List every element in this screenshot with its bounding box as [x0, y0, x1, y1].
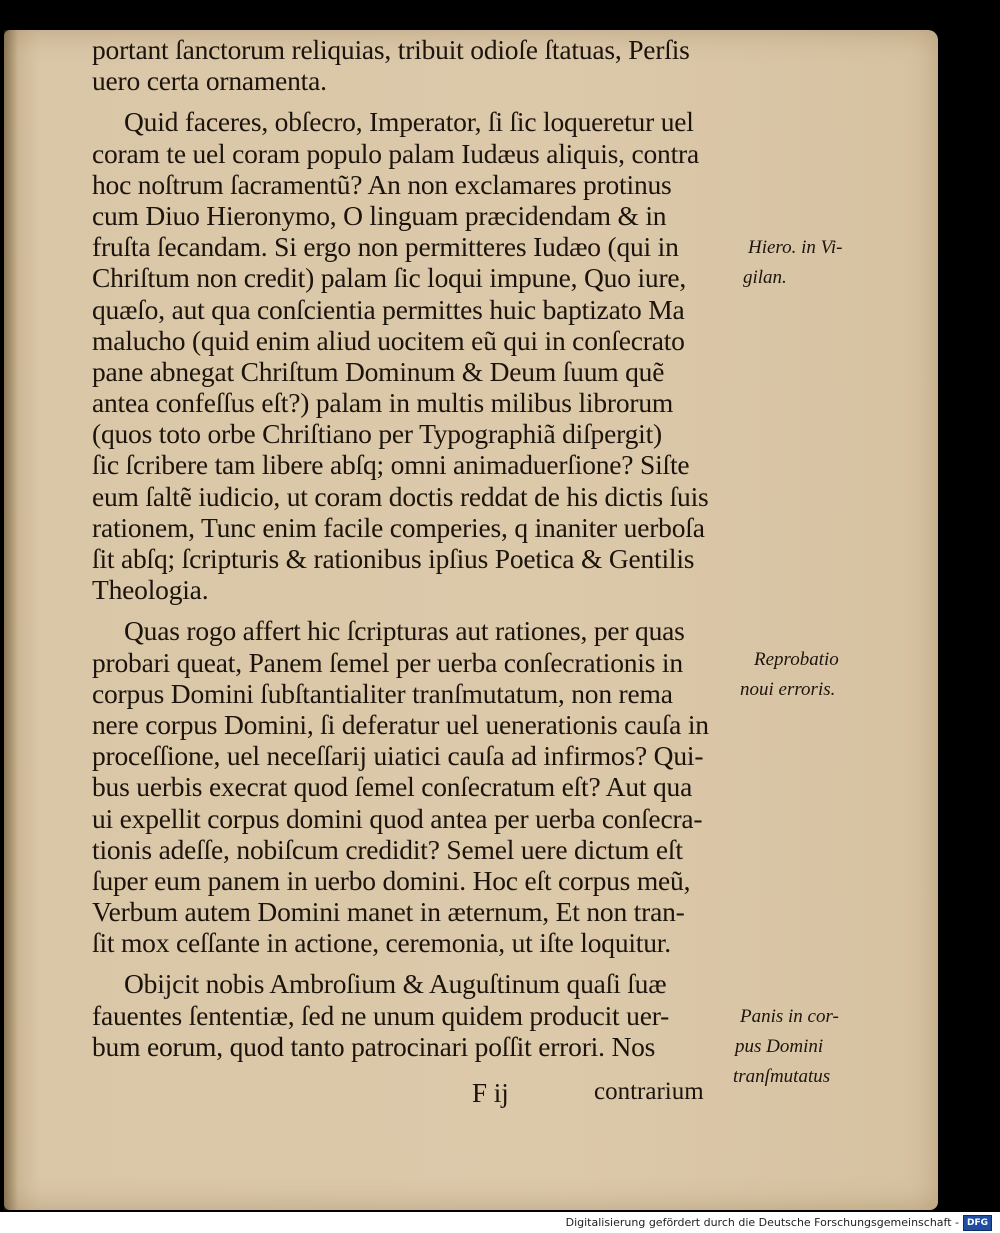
text-line: proceſſione, uel neceſſarij uiatici cauſa ad infirmos? Qui-	[92, 740, 704, 772]
marginal-note-line: noui erroris.	[740, 679, 836, 700]
marginal-note	[740, 678, 835, 702]
text-line: ſic ſcribere tam libere abſq; omni animaduerſione? Siſte	[92, 449, 690, 481]
text-line: quæſo, aut qua conſcientia permittes huic baptizato Ma	[92, 293, 685, 325]
text-line: tionis adeſſe, nobiſcum credidit? Semel uere dictum eſt	[92, 833, 683, 865]
text-line: pane abnegat Chriſtum Dominum & Deum ſuum quẽ	[92, 355, 665, 387]
text-line: hoc noſtrum ſacramentũ? An non exclamares protinus	[92, 168, 672, 200]
marginal-note-line: Hiero. in Vi-	[748, 237, 843, 258]
marginal-note	[754, 648, 839, 672]
body-text	[92, 34, 740, 1062]
text-line: ſuper eum panem in uerbo domini. Hoc eſt corpus meũ,	[92, 864, 691, 896]
text-line: antea confeſſus eſt?) palam in multis milibus librorum	[92, 387, 674, 419]
text-line: bum eorum, quod tanto patrocinari poſſit errori. Nos	[92, 1030, 656, 1062]
text-line: fauentes ſententiæ, ſed ne unum quidem producit uer-	[92, 999, 670, 1031]
marginal-note-line: Panis in cor-	[740, 1006, 839, 1027]
text-line: (quos toto orbe Chriſtiano per Typographiã diſpergit)	[92, 418, 662, 450]
text-line: uero certa ornamenta.	[92, 65, 327, 97]
text-line: Chriſtum non credit) palam ſic loqui impune, Quo iure,	[92, 262, 687, 294]
text-line: ſit abſq; ſcripturis & rationibus ipſius Poetica & Gentilis	[92, 543, 695, 574]
marginal-note	[733, 1065, 830, 1089]
marginal-note-line: gilan.	[743, 267, 787, 288]
text-line: portant ſanctorum reliquias, tribuit odioſe ſtatuas, Perſis	[92, 34, 690, 65]
marginal-note	[740, 1005, 839, 1029]
marginal-note	[743, 266, 787, 290]
marginal-note-line: Reprobatio	[754, 649, 839, 670]
footer-bar	[0, 1212, 1000, 1233]
marginal-note	[735, 1035, 823, 1059]
text-line: eum ſaltẽ iudicio, ut coram doctis reddat de his dictis ſuis	[92, 480, 709, 512]
gutter-shadow	[4, 30, 18, 1210]
text-line: probari queat, Panem ſemel per uerba conſecrationis in	[92, 646, 683, 678]
marginal-note-line: tranſmutatus	[733, 1066, 831, 1087]
text-line: Verbum autem Domini manet in æternum, Et non tran-	[92, 896, 685, 928]
text-line: coram te uel coram populo palam Iudæus aliquis, contra	[92, 137, 700, 169]
text-line: Quas rogo affert hic ſcripturas aut rationes, per quas	[124, 615, 685, 647]
text-line: ui expellit corpus domini quod antea per uerba conſecra-	[92, 802, 703, 834]
text-line: rationem, Tunc enim facile comperies, q inaniter uerboſa	[92, 511, 705, 543]
text-line: ſit mox ceſſante in actione, ceremonia, ut iſte loquitur.	[92, 927, 671, 959]
catchword: contrarium	[594, 1078, 704, 1105]
marginal-note-line: pus Domini	[735, 1036, 824, 1057]
text-line: cum Diuo Hieronymo, O linguam præcidendam & in	[92, 199, 667, 231]
text-line: corpus Domini ſubſtantialiter tranſmutatum, non rema	[92, 677, 673, 709]
signature-mark: F ij	[472, 1078, 509, 1108]
text-line: nere corpus Domini, ſi deferatur uel uenerationis cauſa in	[92, 708, 709, 740]
marginal-note	[748, 236, 842, 260]
footer-credit: Digitalisierung gefördert durch die Deutsche Forschungsgemeinschaft -	[565, 1216, 959, 1229]
text-line: bus uerbis execrat quod ſemel conſecratum eſt? Aut qua	[92, 771, 693, 803]
text-line: Obijcit nobis Ambroſium & Auguſtinum quaſi ſuæ	[124, 968, 667, 1000]
text-line: Theologia.	[92, 574, 209, 606]
dfg-logo-icon: DFG	[963, 1215, 992, 1231]
text-line: malucho (quid enim aliud uocitem eũ qui in conſecrato	[92, 324, 685, 356]
text-line: fruſta ſecandam. Si ergo non permitteres Iudæo (qui in	[92, 231, 679, 263]
text-line: Quid faceres, obſecro, Imperator, ſi ſic loqueretur uel	[124, 106, 694, 138]
